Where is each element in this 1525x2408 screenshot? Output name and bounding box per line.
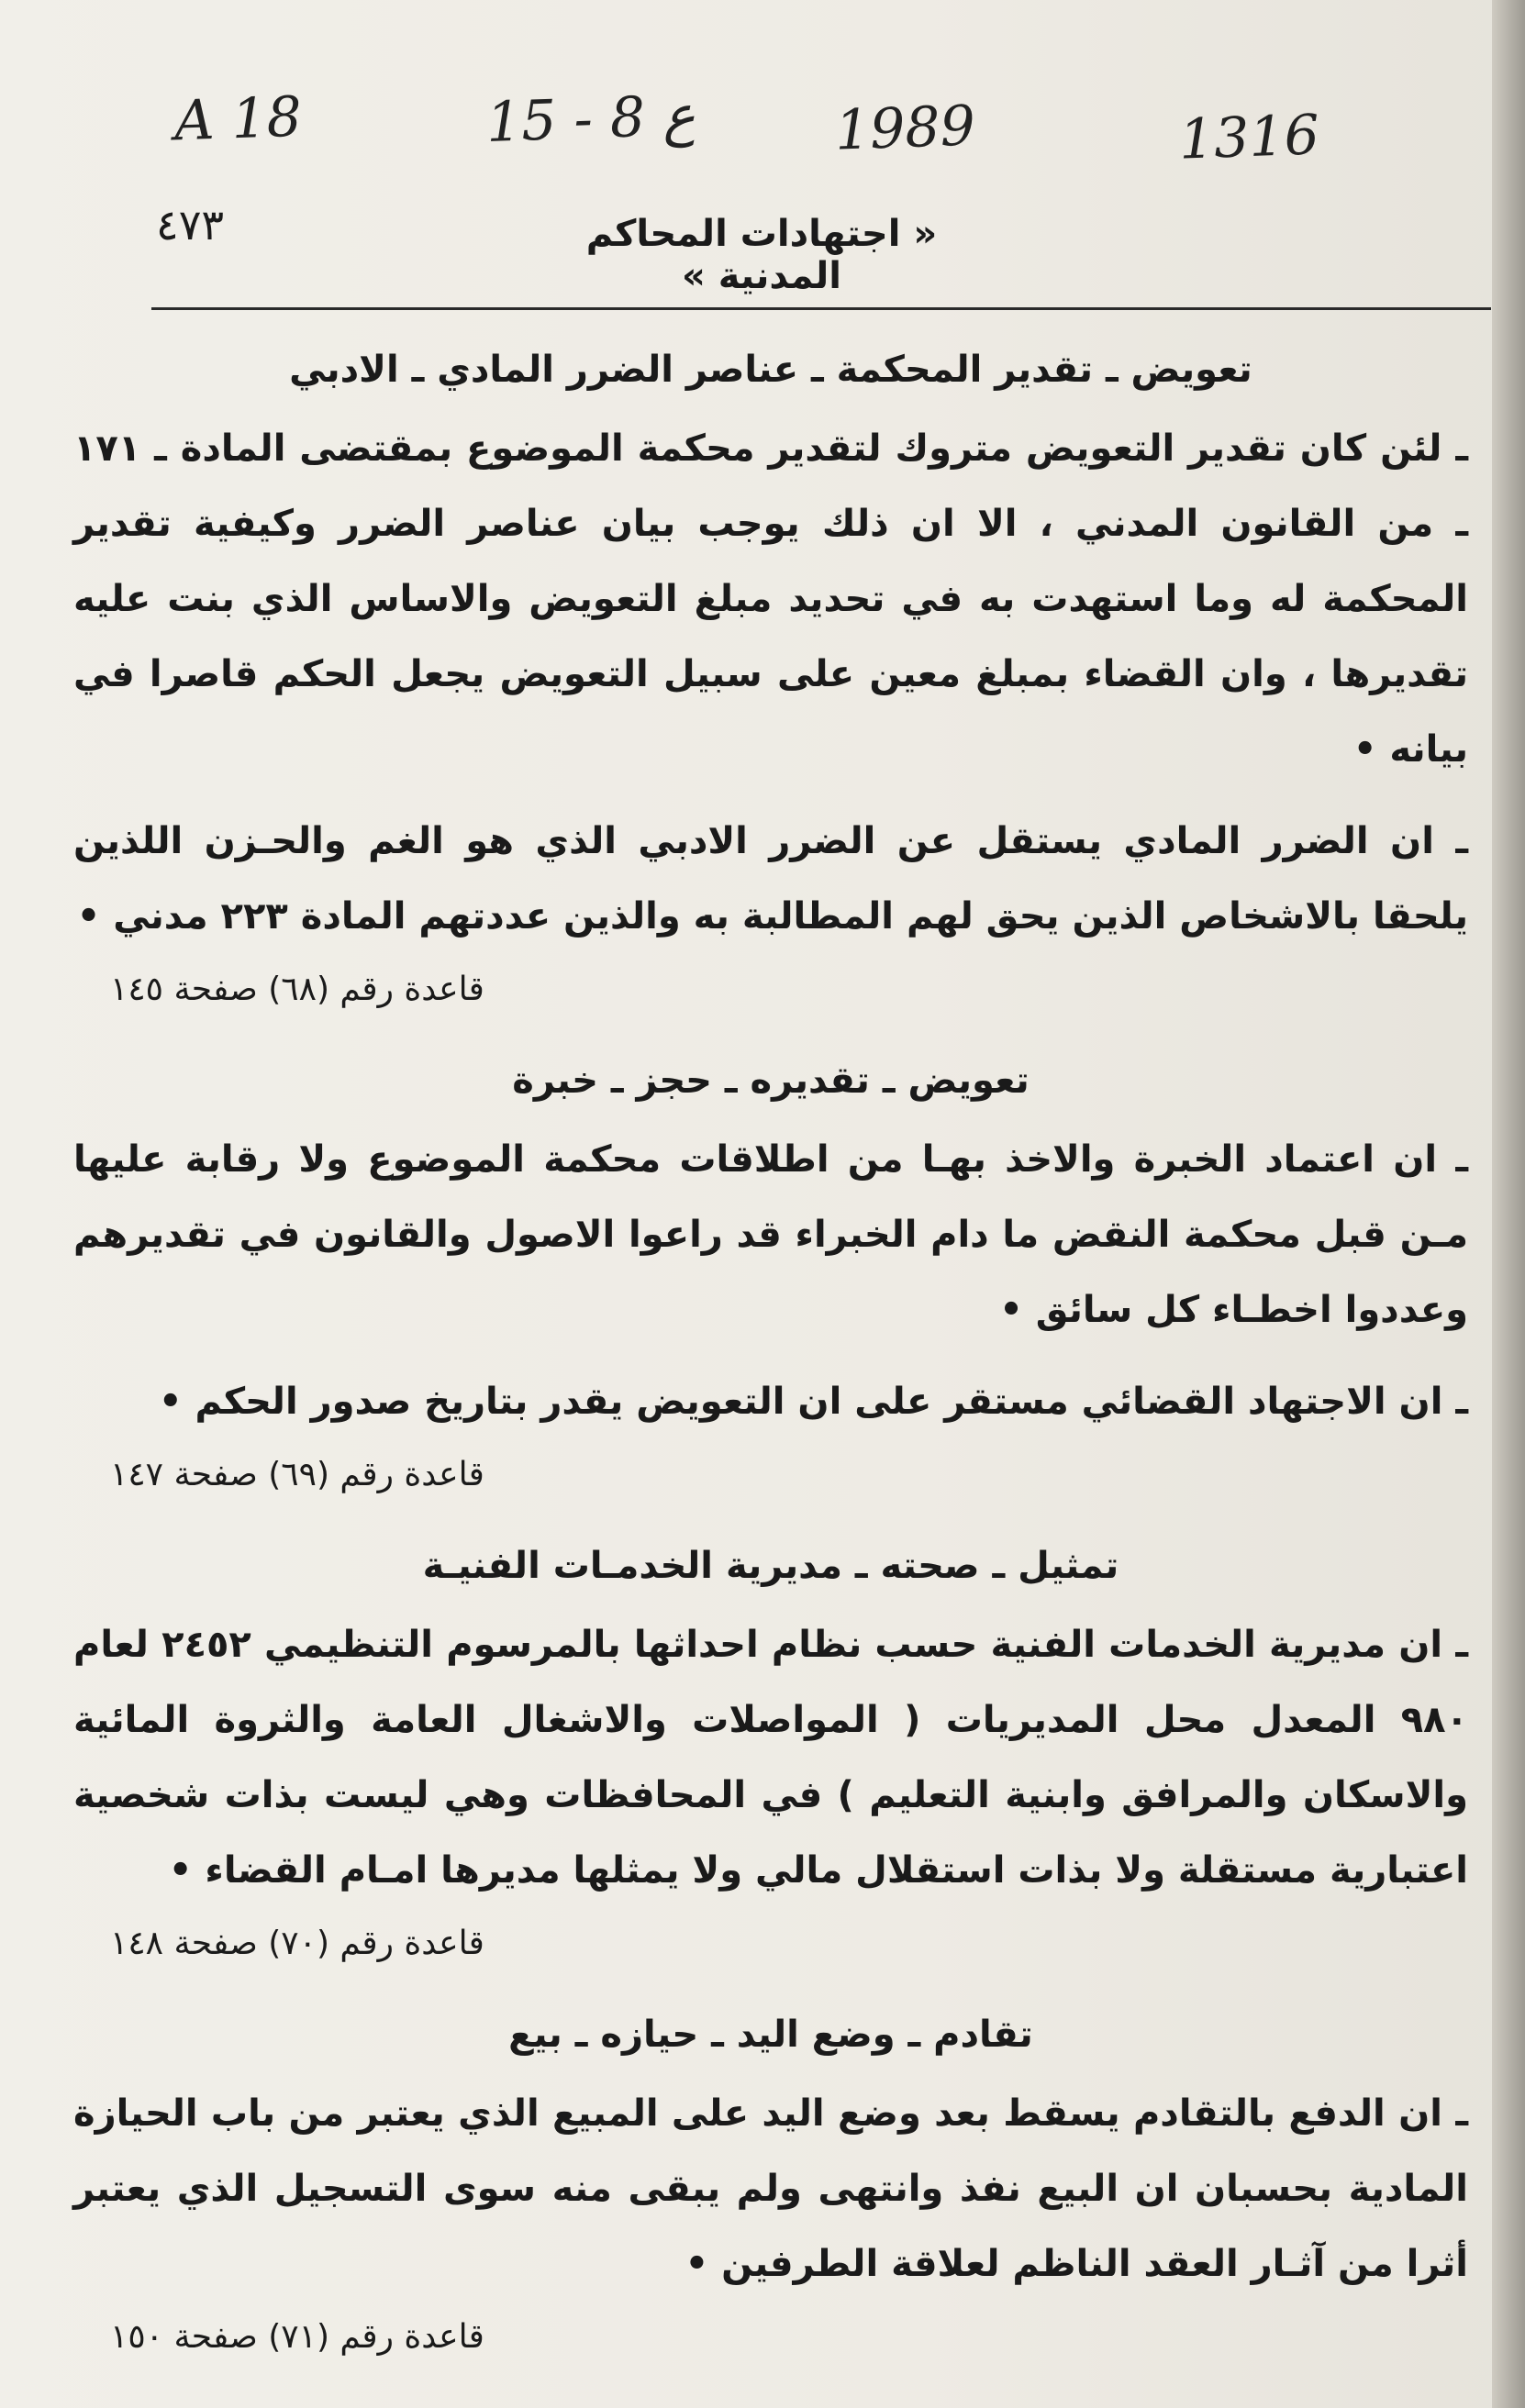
handwritten-ref-code: A 18: [173, 84, 303, 154]
section-3: [73, 1545, 1468, 1962]
rule-reference: قاعدة رقم (٦٩) صفحة ١٤٧: [110, 1456, 484, 1493]
section-title: تعويض ـ تقديره ـ حجز ـ خبرة: [512, 1060, 1030, 1102]
section-title: تعويض ـ تقدير المحكمة ـ عناصر الضرر المادي ـ الادبي: [289, 349, 1252, 391]
rule-reference: قاعدة رقم (٦٨) صفحة ١٤٥: [110, 971, 484, 1008]
page-edge-shadow: [1492, 0, 1525, 2408]
paragraph: ـ ان الضرر المادي يستقل عن الضرر الادبي الذي هو الغم والحـزن اللذين يلحقا بالاشخاص الذين يحق لهم المطالبة به والذين عددتهم المادة ٢٢٣ مدني •: [73, 820, 1468, 938]
paragraph: ـ ان مديرية الخدمات الفنية حسب نظام احداثها بالمرسوم التنظيمي ٢٤٥٢ لعام ٩٨٠ المعدل محل المديريات ( المواصلات والاشغال العامة والثروة المائية والاسكان والمرافق وابنية التعليم ) في المحافظات وهي ليست بذات شخصية اعتبارية مستقلة ولا بذات استقلال مالي ولا يمثلها مديرها امـام القضاء •: [73, 1624, 1469, 1892]
section-title: تمثيل ـ صحته ـ مديرية الخدمـات الفنيـة: [422, 1545, 1119, 1587]
section-1: [73, 349, 1468, 1008]
page-number: ٤٧٣: [156, 200, 225, 250]
paragraph: ـ لئن كان تقدير التعويض متروك لتقدير محكمة الموضوع بمقتضى المادة ـ ١٧١ ـ من القانون المدني ، الا ان ذلك يوجب بيان عناصر الضرر وكيفية تقدير المحكمة له وما استهدت به في تحديد مبلغ التعويض والاساس الذي بنت عليه تقديرها ، وان القضاء بمبلغ معين على سبيل التعويض يجعل الحكم قاصرا في بيانه •: [73, 427, 1468, 771]
section-title: تقادم ـ وضع اليد ـ حيازه ـ بيع: [508, 2014, 1033, 2056]
paragraph: ـ ان اعتماد الخبرة والاخذ بهـا من اطلاقات محكمة الموضوع ولا رقابة عليها مـن قبل محكمة النقض ما دام الخبراء قد راعوا الاصول والقانون في تقديرهم وعددوا اخطـاء كل سائق •: [73, 1138, 1468, 1331]
section-2: [73, 1060, 1468, 1493]
paragraph: ـ ان الاجتهاد القضائي مستقر على ان التعويض يقدر بتاريخ صدور الحكم •: [158, 1381, 1468, 1423]
rule-reference: قاعدة رقم (٧١) صفحة ١٥٠: [110, 2318, 484, 2356]
section-4: [73, 2014, 1468, 2356]
header-rule: [151, 307, 1491, 310]
running-head: « اجتهادات المحاكم المدنية »: [585, 213, 938, 297]
rule-reference: قاعدة رقم (٧٠) صفحة ١٤٨: [110, 1925, 484, 1962]
document-body: [73, 349, 1468, 2407]
paragraph: ـ ان الدفع بالتقادم يسقط بعد وضع اليد على المبيع الذي يعتبر من باب الحيازة المادية بحسبان ان البيع نفذ وانتهى ولم يبقى منه سوى التسجيل الذي يعتبر أثرا من آثـار العقد الناظم لعلاقة الطرفين •: [73, 2092, 1468, 2285]
handwritten-issue: 15 - 8 ع: [484, 83, 696, 155]
handwritten-year: 1989: [833, 94, 976, 163]
handwritten-number: 1316: [1177, 103, 1320, 172]
